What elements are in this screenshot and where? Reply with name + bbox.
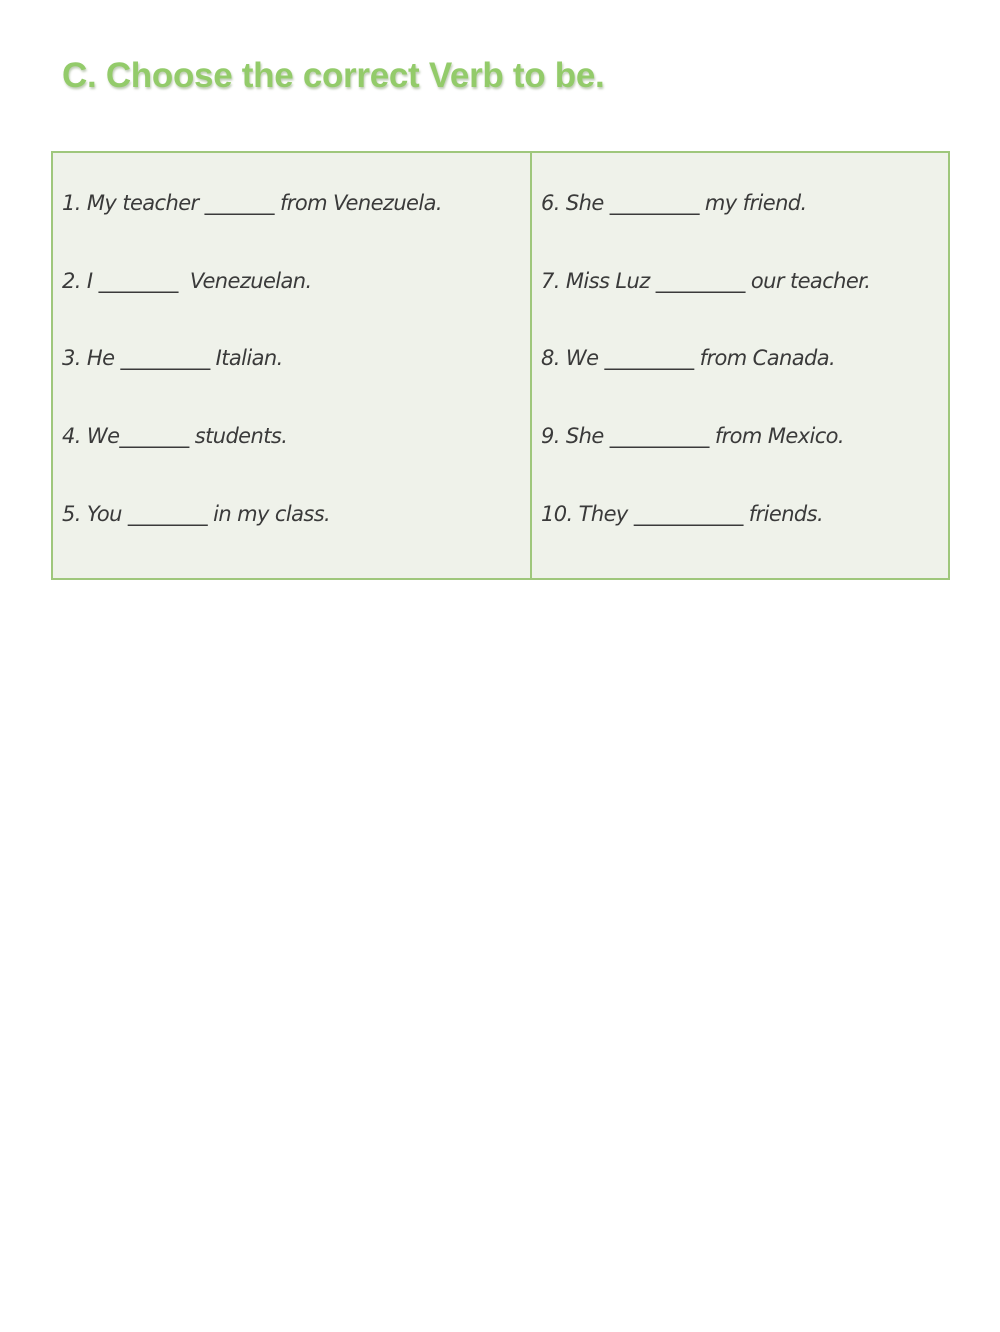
sentence-3: 3. He _________ Italian. — [62, 346, 283, 370]
sentence-6: 6. She _________ my friend. — [541, 191, 807, 215]
sentence-8: 8. We _________ from Canada. — [541, 346, 836, 370]
sentence-7: 7. Miss Luz _________ our teacher. — [541, 269, 871, 293]
right-column — [532, 153, 948, 578]
left-column — [53, 153, 532, 578]
sentence-1: 1. My teacher _______ from Venezuela. — [62, 191, 442, 215]
sentence-9: 9. She __________ from Mexico. — [541, 424, 844, 448]
sentence-2: 2. I ________ Venezuelan. — [62, 269, 312, 293]
exercise-title: C. Choose the correct Verb to be. — [62, 56, 605, 95]
sentence-5: 5. You ________ in my class. — [62, 502, 331, 526]
sentence-4: 4. We_______ students. — [62, 424, 288, 448]
exercise-table — [51, 151, 950, 580]
sentence-10: 10. They ___________ friends. — [541, 502, 824, 526]
